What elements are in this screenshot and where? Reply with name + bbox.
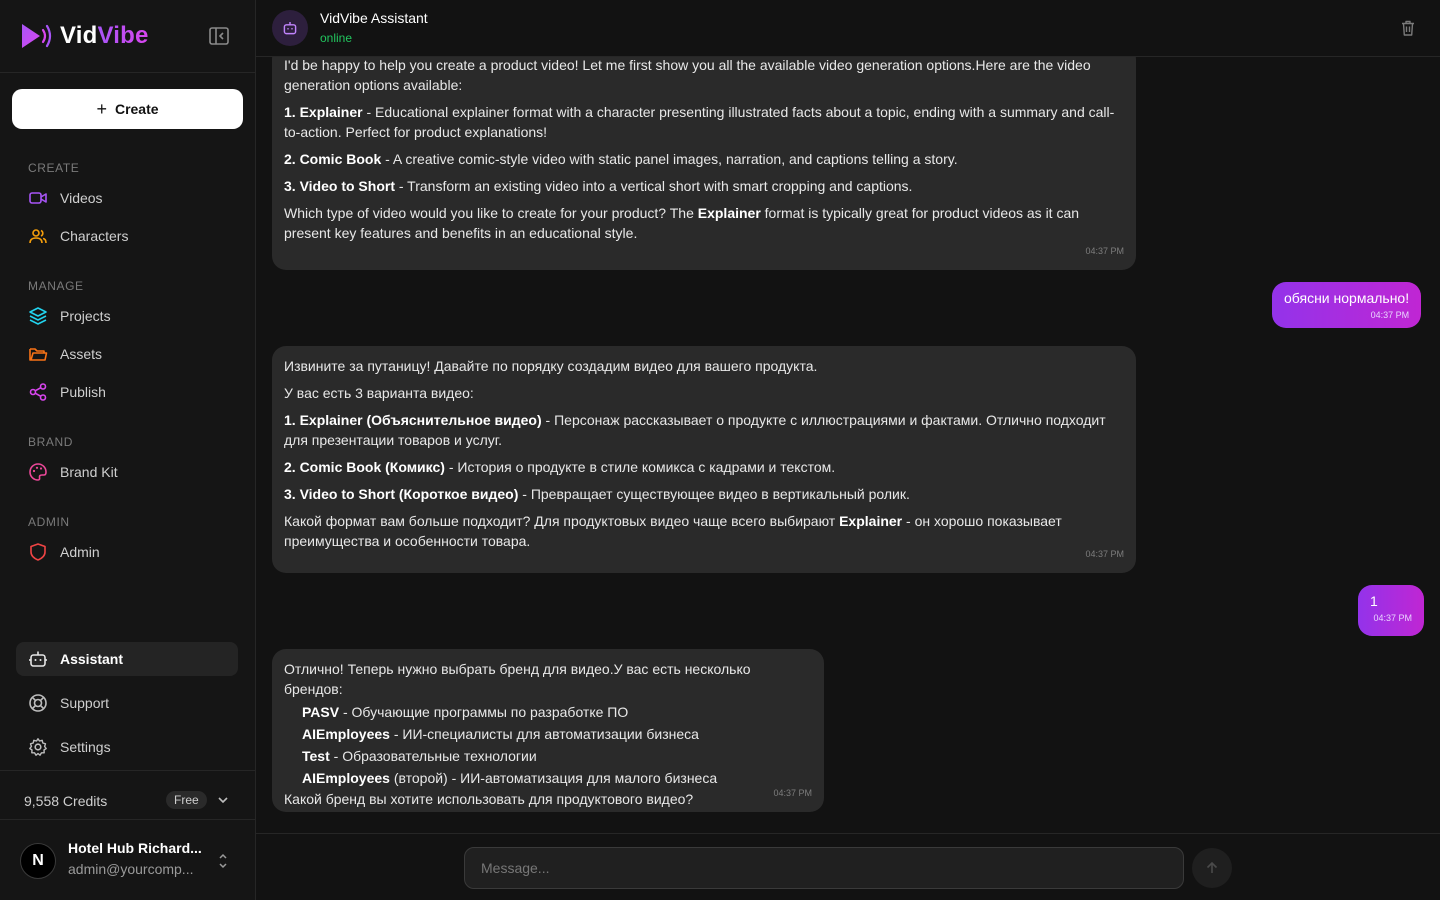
- arrow-up-icon: [1204, 860, 1220, 876]
- sidebar-item-label: Videos: [60, 190, 103, 206]
- brand-list-item: PASV - Обучающие программы по разработке ПО: [302, 704, 629, 720]
- user-message: [1272, 282, 1421, 328]
- credits-row[interactable]: [24, 790, 234, 812]
- sidebar-item-settings[interactable]: [16, 730, 238, 764]
- sidebar-item-characters[interactable]: [16, 219, 238, 253]
- chat-panel: [256, 0, 1440, 900]
- message-input[interactable]: [464, 847, 1184, 889]
- plus-icon: +: [96, 99, 107, 119]
- message-text: Какой формат вам больше подходит? Для продуктовых видео чаще всего выбирают Explainer - он хорошо показывает преимущества и особенности товара.: [284, 513, 1062, 549]
- option-item: 1. Explainer (Объяснительное видео) - Персонаж рассказывает о продукте с иллюстрациями и фактами. Отлично подходит для презентации товаров и услуг.: [284, 412, 1106, 448]
- brand-list-item: AIEmployees - ИИ-специалисты для автоматизации бизнеса: [302, 726, 699, 742]
- assistant-message: [272, 346, 1136, 573]
- sidebar-divider: [0, 770, 255, 771]
- chevrons-up-down-icon: [216, 852, 230, 870]
- sidebar-item-label: Settings: [60, 739, 111, 755]
- sidebar-item-support[interactable]: [16, 686, 238, 720]
- send-button[interactable]: [1192, 848, 1232, 888]
- chat-header: [256, 0, 1440, 57]
- message-text: Which type of video would you like to create for your product? The Explainer format is typically great for product videos as it can present key features and benefits in an educational style.: [284, 205, 1080, 241]
- brand-list: [284, 701, 812, 789]
- message-timestamp: 04:37 PM: [1085, 549, 1124, 559]
- plan-badge: Free: [166, 791, 207, 809]
- sidebar-item-publish[interactable]: [16, 375, 238, 409]
- message-timestamp: 04:37 PM: [773, 788, 812, 798]
- section-label-create: CREATE: [28, 161, 80, 175]
- user-email: admin@yourcomp...: [68, 861, 194, 877]
- vidvibe-logo-icon: [20, 20, 52, 52]
- sidebar-item-brand-kit[interactable]: [16, 455, 238, 489]
- user-menu[interactable]: [20, 840, 240, 884]
- video-camera-icon: [28, 188, 48, 208]
- avatar: N: [20, 843, 56, 879]
- brand-list-item: Test - Образовательные технологии: [302, 748, 537, 764]
- option-item: 1. Explainer - Educational explainer format with a character presenting illustrated facts about a topic, ending with a summary and call-to-action. Perfect for product explanations!: [284, 104, 1115, 140]
- sidebar-divider: [0, 72, 255, 73]
- credits-count: 9,558 Credits: [24, 793, 108, 809]
- sidebar-item-label: Assistant: [60, 651, 124, 667]
- sidebar-item-label: Publish: [60, 384, 106, 400]
- brand-name: VidVibe: [60, 22, 149, 49]
- gear-icon: [28, 737, 48, 757]
- section-label-manage: MANAGE: [28, 279, 84, 293]
- user-message: [1358, 585, 1424, 636]
- sidebar-divider: [0, 819, 255, 820]
- section-label-admin: ADMIN: [28, 515, 70, 529]
- layers-icon: [28, 306, 48, 326]
- option-item: 3. Video to Short (Короткое видео) - Превращает существующее видео в вертикальный ролик.: [284, 486, 910, 502]
- assistant-avatar: [272, 10, 308, 46]
- share-icon: [28, 382, 48, 402]
- section-label-brand: BRAND: [28, 435, 74, 449]
- message-text: 1: [1370, 593, 1378, 609]
- sidebar-item-label: Assets: [60, 346, 103, 362]
- sidebar-item-label: Support: [60, 695, 110, 711]
- sidebar-collapse-icon[interactable]: [208, 26, 230, 46]
- assistant-message: [272, 649, 824, 812]
- sidebar-item-assets[interactable]: [16, 337, 238, 371]
- bot-icon: [282, 20, 298, 36]
- option-item: 2. Comic Book (Комикс) - История о продукте в стиле комикса с кадрами и текстом.: [284, 459, 836, 475]
- message-timestamp: 04:37 PM: [1373, 613, 1412, 623]
- palette-icon: [28, 462, 48, 482]
- lifebuoy-icon: [28, 693, 48, 713]
- sidebar-item-assistant[interactable]: [16, 642, 238, 676]
- chat-title: VidVibe Assistant: [320, 10, 428, 26]
- brand-list-item: AIEmployees (второй) - ИИ-автоматизация для малого бизнеса: [302, 770, 718, 786]
- message-timestamp: 04:37 PM: [1085, 246, 1124, 256]
- status-badge: online: [320, 31, 353, 45]
- sidebar-item-videos[interactable]: [16, 181, 238, 215]
- message-text: Какой бренд вы хотите использовать для продуктового видео?: [284, 791, 694, 807]
- message-timestamp: 04:37 PM: [1370, 310, 1410, 320]
- chevron-down-icon[interactable]: [216, 793, 230, 807]
- create-button[interactable]: [12, 89, 243, 129]
- option-item: 3. Video to Short - Transform an existing video into a vertical short with smart cropping and captions.: [284, 178, 913, 194]
- sidebar-item-label: Projects: [60, 308, 111, 324]
- user-name: Hotel Hub Richard...: [68, 840, 202, 856]
- message-text: Отлично! Теперь нужно выбрать бренд для видео.У вас есть несколько брендов:: [284, 661, 751, 697]
- sidebar-item-projects[interactable]: [16, 299, 238, 333]
- bot-icon: [28, 649, 48, 669]
- message-text: Извините за путаницу! Давайте по порядку создадим видео для вашего продукта.: [284, 358, 818, 374]
- sidebar-item-label: Admin: [60, 544, 100, 560]
- sidebar-item-label: Characters: [60, 228, 129, 244]
- message-text: обясни нормально!: [1284, 290, 1410, 306]
- message-composer: [256, 833, 1440, 900]
- folder-icon: [28, 344, 48, 364]
- shield-icon: [28, 542, 48, 562]
- sidebar: [0, 0, 256, 900]
- create-button-label: Create: [114, 101, 159, 117]
- trash-icon[interactable]: [1399, 19, 1417, 37]
- message-text: I'd be happy to help you create a product video! Let me first show you all the available video generation options.Here are the video generation options available:: [284, 57, 1091, 93]
- sidebar-item-label: Brand Kit: [60, 464, 118, 480]
- users-icon: [28, 226, 48, 246]
- brand-logo-group[interactable]: [20, 18, 149, 54]
- sidebar-item-admin[interactable]: [16, 535, 238, 569]
- message-text: У вас есть 3 варианта видео:: [284, 385, 474, 401]
- assistant-message: [272, 45, 1136, 270]
- option-item: 2. Comic Book - A creative comic-style video with static panel images, narration, and captions telling a story.: [284, 151, 958, 167]
